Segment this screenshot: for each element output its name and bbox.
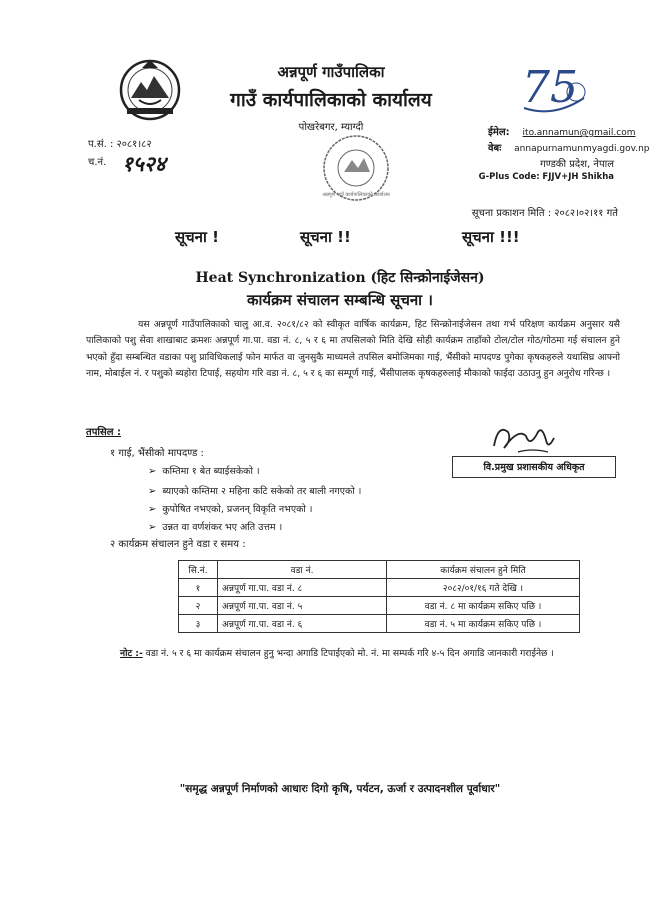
arrow-bullet-icon: ➢ <box>148 486 157 497</box>
title-line-2: कार्यक्रम संचालन सम्बन्धि सूचना । <box>247 291 433 309</box>
column-header: कार्यक्रम संचालन हुने मिति <box>387 561 580 579</box>
table-cell: वडा नं. ५ मा कार्यक्रम सकिए पछि । <box>387 615 580 633</box>
column-header: वडा नं. <box>218 561 387 579</box>
criteria-item: ➢ उन्नत वा वर्णशंकर भए अति उत्तम । <box>148 522 283 533</box>
email-line <box>488 124 635 138</box>
body-paragraph <box>86 317 620 383</box>
table-cell: अन्नपूर्ण गा.पा. वडा नं. ८ <box>218 579 387 597</box>
gplus-code <box>470 172 614 182</box>
criteria-item: ➢ ब्याएको कम्तिमा २ महिना कटि सकेको तर बाली नगएको । <box>148 486 362 497</box>
section-2-heading: २ कार्यक्रम संचालन हुने वडा र समय : <box>110 539 246 550</box>
table-cell: २ <box>179 597 218 615</box>
logo-75-text: 75 <box>522 62 578 113</box>
dispatch-label: च.नं. <box>88 157 107 168</box>
criteria-item: ➢ कुपोषित नभएको, प्रजनन् विकृति नभएको । <box>148 504 313 515</box>
dispatch-number: १५२४ <box>122 152 166 176</box>
org-name: अन्नपूर्ण गाउँपालिका <box>277 63 385 81</box>
stamp-text: अन्नपूर्ण गाउँ कार्यपालिकाको कार्यालय <box>322 192 390 198</box>
email-label: ईमेल: <box>488 127 510 138</box>
table-row <box>179 579 580 597</box>
notice-heading-1: सूचना ! <box>175 228 219 246</box>
website-line <box>488 140 649 154</box>
province: गण्डकी प्रदेश, नेपाल <box>540 159 614 170</box>
table-row <box>179 615 580 633</box>
body-text: यस अन्नपूर्ण गाउँपालिकाको चालु आ.व. २०८१/८२ को स्वीकृत वार्षिक कार्यक्रम, हिट सिन्क्रोनाईजेसन तथा गर्भ परिक्षण कार्यक्रम अनुसार यसै पालिकाको पशु सेवा शाखाबाट क्रमशः अन्नपूर्ण गा.पा. वडा नं. ८, ५ र ६ मा तपसिलको मिति देखि सोही कार्यक्रम ताहाँको टोल/टोल गोठ/गोठमा गई संचालन हुने भएको हुँदा सम्बन्धित वडाका पशु प्राविधिकलाई फोन मार्फत वा जुनसुकै माध्यमले तपसिल बमोजिमका गाई, भैंसीको मापदण्ड पुगेका कृषकहरुले यथासिघ्र आफ्नो नाम, मोबाईल नं. र पशुको ब्यहोरा टिपाई, सहयोग गरि वडा नं. ८, ५ र ६ का सम्पूर्ण गाई, भैंसीपालक कृषकहरुलाई मौकाको फाईदा उठाउनु हुन अनुरोध गरिन्छ । <box>86 319 620 380</box>
gplus-label: G-Plus Code: <box>478 172 540 182</box>
footer-motto: "समृद्ध अन्नपूर्ण निर्माणको आधारः दिगो कृषि, पर्यटन, ऊर्जा र उत्पादनशील पूर्वाधार" <box>179 783 501 795</box>
signatory-title-stamp: वि.प्रमुख प्रशासकीय अधिकृत <box>452 456 616 478</box>
table-cell: अन्नपूर्ण गा.पा. वडा नं. ६ <box>218 615 387 633</box>
anniversary-75-logo <box>518 58 590 120</box>
column-header: सि.नं. <box>179 561 218 579</box>
website-address[interactable]: annapurnamunmyagdi.gov.np <box>514 144 650 154</box>
tapasil-heading: तपसिल : <box>86 427 121 438</box>
table-cell: वडा नं. ८ मा कार्यक्रम सकिए पछि । <box>387 597 580 615</box>
notice-heading-3: सूचना !!! <box>462 228 520 246</box>
table-cell: ३ <box>179 615 218 633</box>
arrow-bullet-icon: ➢ <box>148 466 157 477</box>
publish-date: सूचना प्रकाशन मिति : २०८२।०२।११ गते <box>471 208 618 219</box>
schedule-table <box>178 560 580 633</box>
note-label: नोट :- <box>120 648 143 659</box>
title-line-1: Heat Synchronization (हिट सिन्क्रोनाईजेसन) <box>195 270 485 286</box>
note-paragraph <box>120 644 600 664</box>
notice-heading-2: सूचना !! <box>300 228 351 246</box>
nepal-emblem-icon <box>117 56 183 122</box>
table-cell: १ <box>179 579 218 597</box>
table-header-row <box>179 561 580 579</box>
table-cell: २०८२/०१/१६ गते देखि । <box>387 579 580 597</box>
note-text: वडा नं. ५ र ६ मा कार्यक्रम संचालन हुनु भन्दा अगाडि टिपाईएको मो. नं. मा सम्पर्क गरि ४-५ दिन अगाडि जानकारी गराईनेछ । <box>142 648 554 659</box>
office-name: गाउँ कार्यपालिकाको कार्यालय <box>230 89 432 111</box>
email-address[interactable]: ito.annamun@gmail.com <box>522 128 636 138</box>
fiscal-year: प.सं. : २०८१।८२ <box>88 139 152 150</box>
handwritten-signature <box>488 418 558 458</box>
office-stamp <box>320 132 392 204</box>
arrow-bullet-icon: ➢ <box>148 504 157 515</box>
arrow-bullet-icon: ➢ <box>148 522 157 533</box>
table-row <box>179 597 580 615</box>
table-cell: अन्नपूर्ण गा.पा. वडा नं. ५ <box>218 597 387 615</box>
gplus-value: FJJV+JH Shikha <box>542 172 614 182</box>
section-1-heading: १ गाई, भैंसीको मापदण्ड : <box>110 448 204 459</box>
criteria-item: ➢ कम्तिमा १ बेत ब्याईसकेको । <box>148 466 260 477</box>
office-address: पोखरेबगर, म्याग्दी <box>298 122 364 133</box>
web-label: वेबः <box>488 143 502 154</box>
